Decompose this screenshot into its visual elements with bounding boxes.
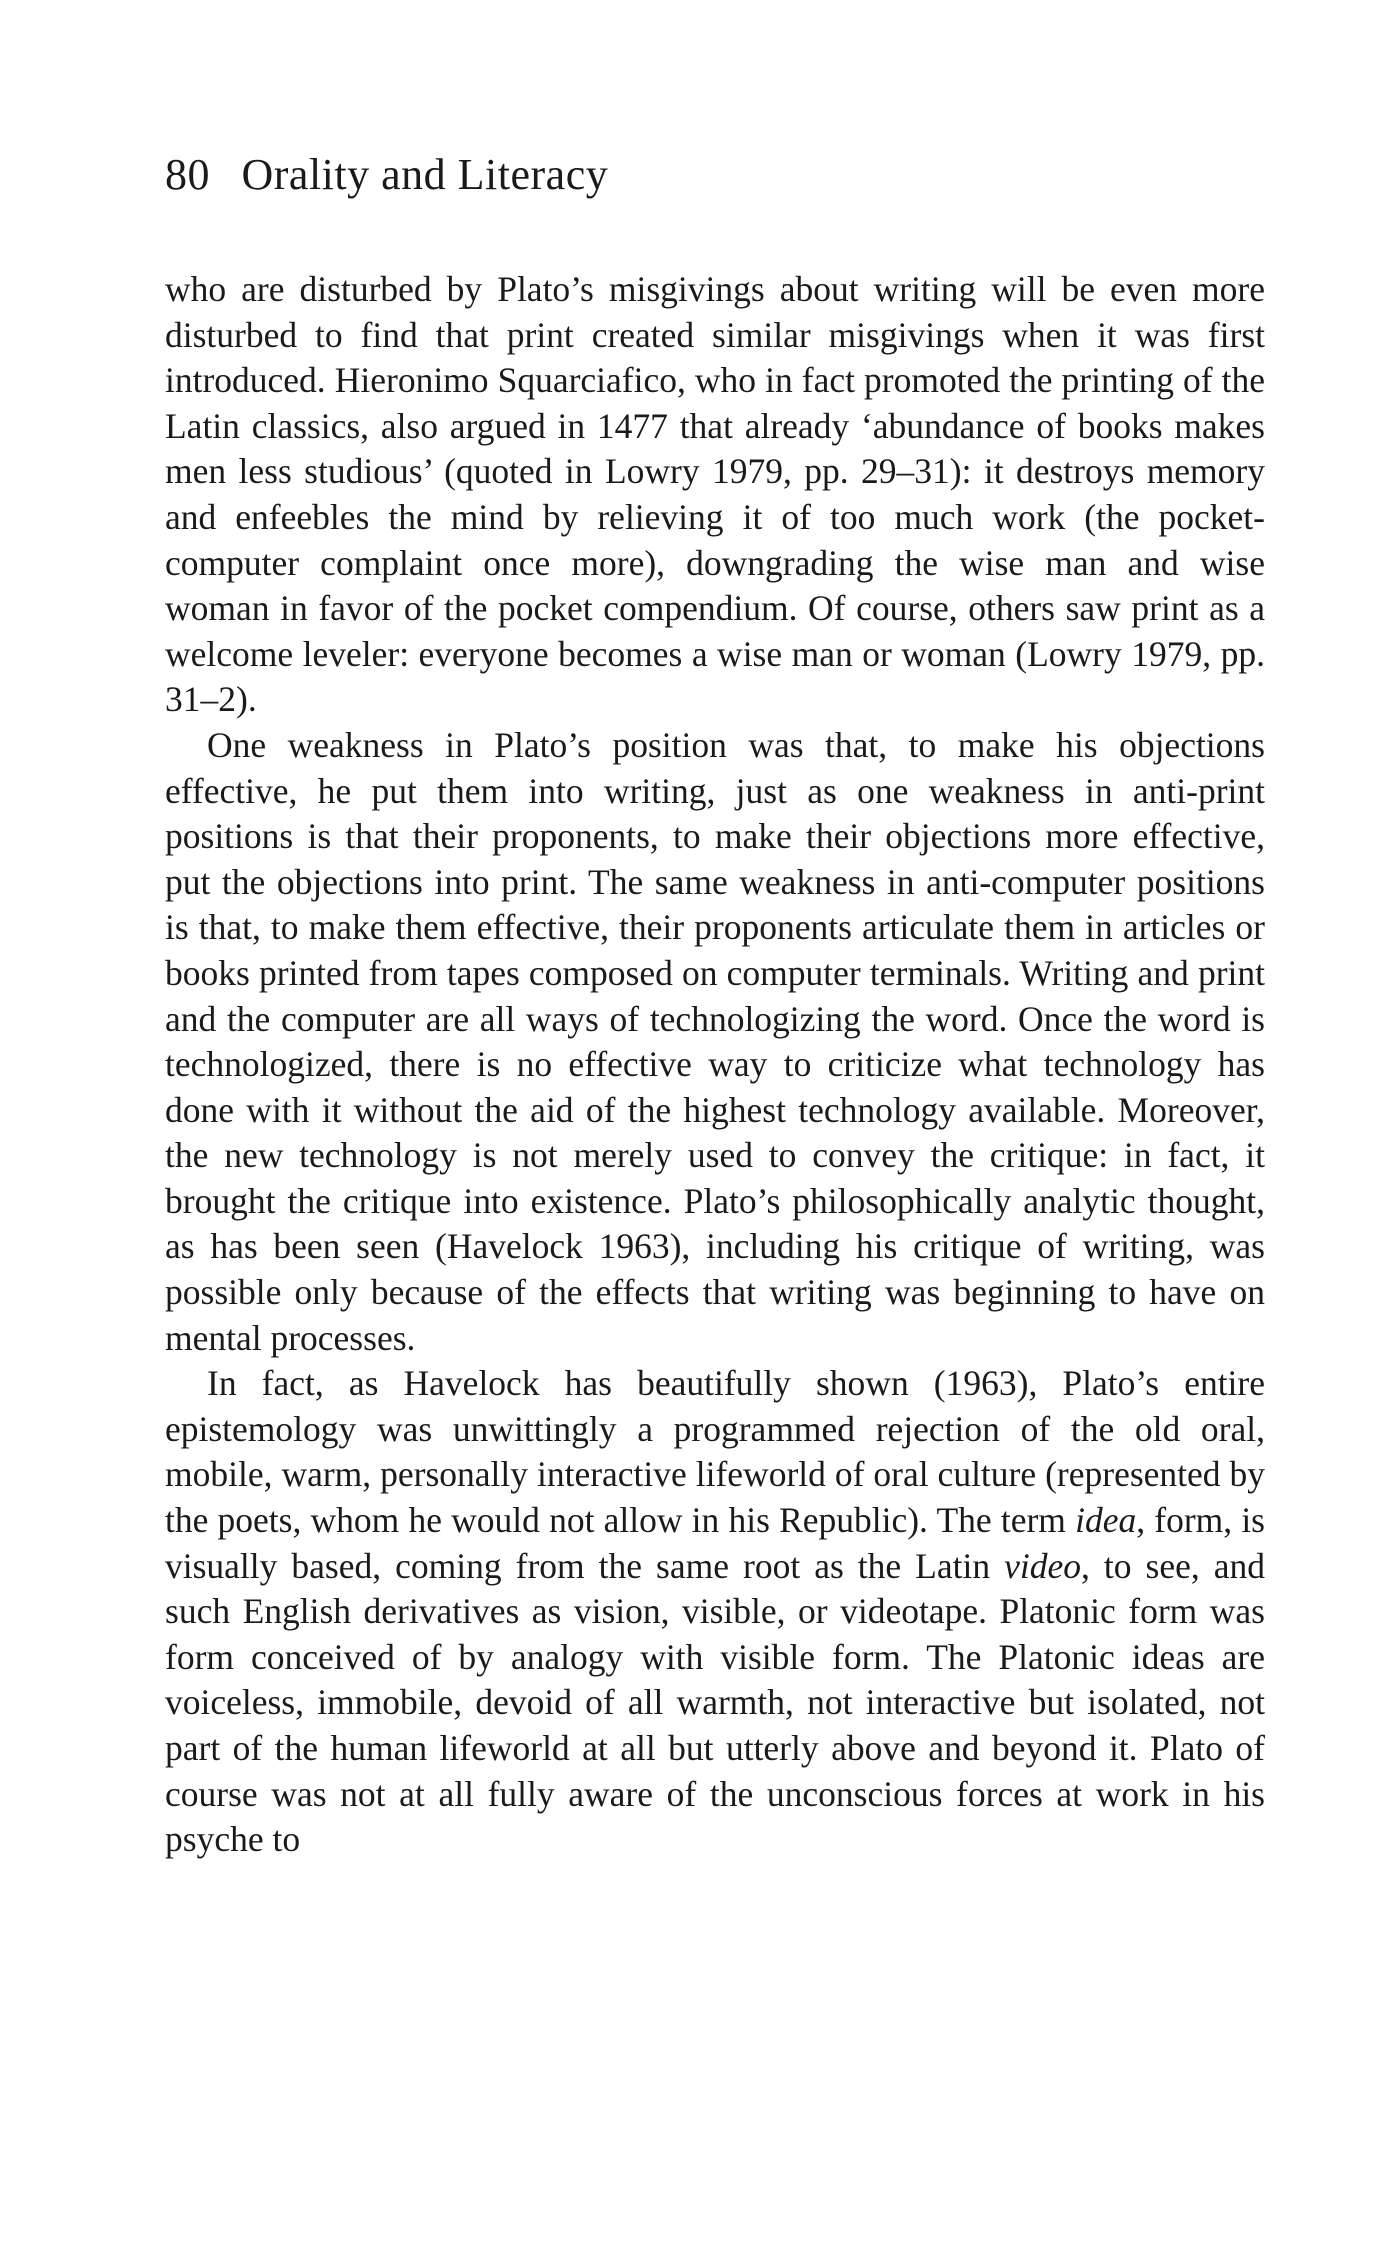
paragraph-text: who are disturbed by Plato’s misgivings about writing will be even more disturbed to find that print created similar misgivings when it was first introduced. Hieronimo Squarciafico, who in fact promoted the printing of the Latin classics, also argued in 1477 that already ‘abundance of books makes men less studious’ (quoted in Lowry 1979, pp. 29–31): it destroys memory and enfeebles the mind by relieving it of too much work (the pocket-computer complaint once more), downgrading the wise man and wise woman in favor of the pocket compendium. Of course, others saw print as a welcome leveler: everyone becomes a wise man or woman (Lowry 1979, pp. 31–2). <box>165 269 1265 720</box>
italic-term-idea: idea <box>1075 1500 1137 1541</box>
italic-term-video: video <box>1004 1545 1081 1586</box>
paragraph-text: One weakness in Plato’s position was that, to make his objections effective, he put them into writing, just as one weakness in anti-print positions is that their proponents, to make their objections more effective, put the objections into print. The same weakness in anti-computer positions is that, to make them effective, their proponents articulate them in articles or books printed from tapes composed on computer terminals. Writing and print and the computer are all ways of technologizing the word. Once the word is technologized, there is no effective way to criticize what technology has done with it without the aid of the highest technology available. Moreover, the new technology is not merely used to convey the critique: in fact, it brought the critique into existence. Plato’s philosophically analytic thought, as has been seen (Havelock 1963), including his critique of writing, was possible only because of the effects that writing was beginning to have on mental processes. <box>165 724 1265 1358</box>
paragraph-1 <box>165 267 1265 723</box>
book-title: Orality and Literacy <box>241 150 609 199</box>
paragraph-text: In fact, as Havelock has beautifully shown (1963), Plato’s entire epistemology was unwittingly a programmed rejection of the old oral, mobile, warm, personally interactive lifeworld of oral culture (represented by the poets, whom he would not allow in his Republic). The term <box>165 1363 1265 1541</box>
paragraph-2 <box>165 723 1265 1361</box>
paragraph-text: , to see, and such English derivatives as vision, visible, or videotape. Platonic form was form conceived of by analogy with visible form. The Platonic ideas are voiceless, immobile, devoid of all warmth, not interactive but isolated, not part of the human lifeworld at all but utterly above and beyond it. Plato of course was not at all fully aware of the unconscious forces at work in his psyche to <box>165 1545 1265 1860</box>
paragraph-text: , form, is visually based, coming from the same root as the Latin <box>165 1500 1265 1586</box>
page-number: 80 <box>165 150 210 199</box>
body-text <box>165 267 1265 1863</box>
book-page <box>165 145 1265 1863</box>
running-head <box>165 145 1265 205</box>
paragraph-3 <box>165 1361 1265 1863</box>
